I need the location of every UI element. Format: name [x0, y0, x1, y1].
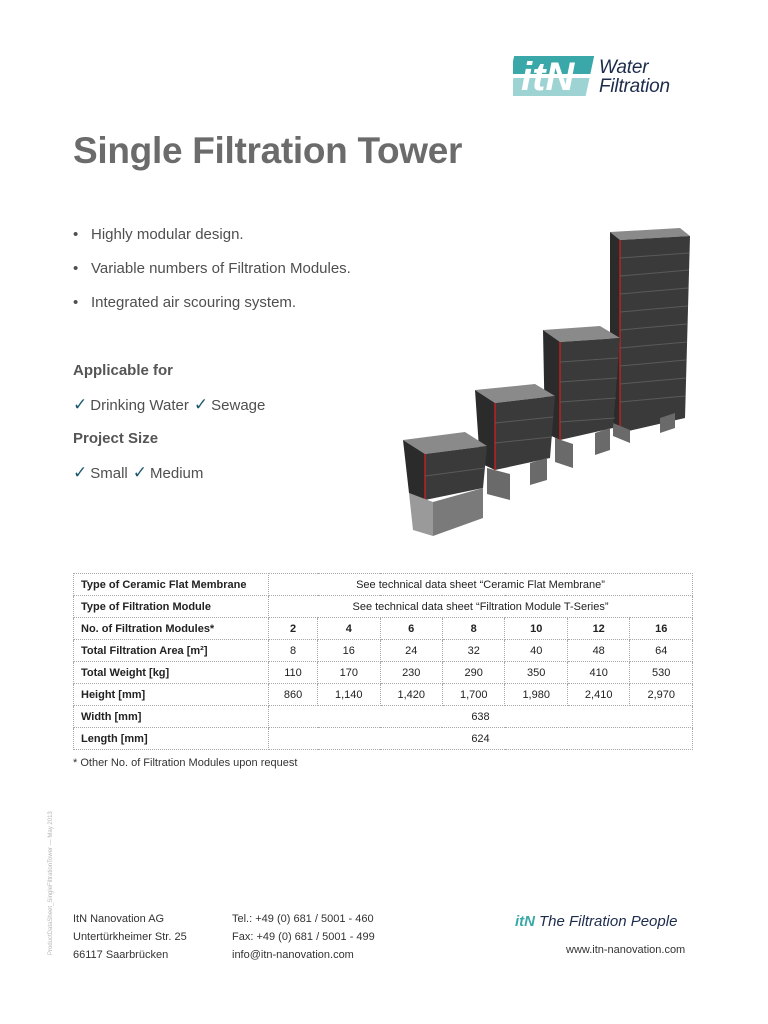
specification-table — [73, 573, 693, 750]
street: Untertürkheimer Str. 25 — [73, 931, 187, 943]
table-cell: 1,420 — [380, 684, 442, 706]
feature-item: • Highly modular design. — [73, 226, 351, 260]
company-logo — [513, 52, 698, 100]
table-row — [74, 596, 693, 618]
contact-info — [232, 910, 375, 964]
table-cell: 16 — [318, 640, 380, 662]
table-row — [74, 574, 693, 596]
feature-list — [73, 226, 351, 328]
table-row — [74, 662, 693, 684]
document-reference: ProductDataSheet_SingleFiltrationTower — May 2013 — [48, 811, 54, 955]
table-cell: 8 — [442, 618, 504, 640]
tower-16-modules — [610, 228, 690, 443]
itn-small-logo-icon: itN — [515, 913, 535, 930]
fax: Fax: +49 (0) 681 / 5001 - 499 — [232, 931, 375, 943]
table-cell: 410 — [567, 662, 629, 684]
applicable-item: ✓ Drinking Water — [73, 395, 189, 414]
company-name: ItN Nanovation AG — [73, 913, 165, 925]
company-address — [73, 910, 187, 964]
table-cell: 110 — [269, 662, 318, 684]
logo-line2: Filtration — [599, 76, 670, 97]
table-cell: 1,980 — [505, 684, 567, 706]
website-link[interactable]: www.itn-nanovation.com — [566, 944, 686, 956]
table-cell: 32 — [442, 640, 504, 662]
row-label: Length [mm] — [74, 728, 269, 750]
table-cell: 638 — [269, 706, 693, 728]
table-cell: 860 — [269, 684, 318, 706]
table-cell: 170 — [318, 662, 380, 684]
applicable-item: ✓ Sewage — [193, 395, 266, 414]
table-cell: 350 — [505, 662, 567, 684]
row-label: Total Filtration Area [m²] — [74, 640, 269, 662]
logo-line1: Water — [599, 57, 649, 78]
row-label: Type of Filtration Module — [74, 596, 269, 618]
table-cell: 8 — [269, 640, 318, 662]
check-icon: ✓ — [193, 395, 209, 414]
table-row — [74, 640, 693, 662]
row-label: No. of Filtration Modules* — [74, 618, 269, 640]
page-title: Single Filtration Tower — [73, 130, 463, 171]
check-icon: ✓ — [132, 463, 148, 482]
table-cell: 290 — [442, 662, 504, 684]
project-size-list — [73, 463, 205, 483]
tower-2-modules — [403, 432, 487, 536]
table-cell: 24 — [380, 640, 442, 662]
table-cell: 230 — [380, 662, 442, 684]
table-cell: 624 — [269, 728, 693, 750]
table-cell: 2,410 — [567, 684, 629, 706]
table-cell: See technical data sheet “Filtration Module T-Series” — [269, 596, 693, 618]
row-label: Type of Ceramic Flat Membrane — [74, 574, 269, 596]
table-cell: 1,700 — [442, 684, 504, 706]
feature-item: • Variable numbers of Filtration Modules. — [73, 260, 351, 294]
logo-wordmark — [599, 58, 670, 96]
table-cell: 16 — [630, 618, 693, 640]
applicable-heading: Applicable for — [73, 362, 174, 379]
table-cell: 48 — [567, 640, 629, 662]
table-cell: 2,970 — [630, 684, 693, 706]
table-cell: 530 — [630, 662, 693, 684]
phone: Tel.: +49 (0) 681 / 5001 - 460 — [232, 913, 374, 925]
row-label: Width [mm] — [74, 706, 269, 728]
table-cell: 64 — [630, 640, 693, 662]
table-cell: 10 — [505, 618, 567, 640]
check-icon: ✓ — [73, 463, 88, 482]
project-size-item: ✓ Medium — [132, 463, 204, 482]
project-size-item: ✓ Small — [73, 463, 128, 482]
email-link[interactable]: info@itn-nanovation.com — [232, 949, 354, 961]
table-cell: 12 — [567, 618, 629, 640]
slogan — [515, 913, 677, 930]
project-size-heading: Project Size — [73, 430, 159, 447]
table-cell: 6 — [380, 618, 442, 640]
city: 66117 Saarbrücken — [73, 949, 169, 961]
table-cell: 40 — [505, 640, 567, 662]
table-cell: See technical data sheet “Ceramic Flat Membrane” — [269, 574, 693, 596]
tower-4-modules — [475, 384, 555, 500]
row-label: Total Weight [kg] — [74, 662, 269, 684]
table-cell: 1,140 — [318, 684, 380, 706]
table-row — [74, 706, 693, 728]
feature-item: • Integrated air scouring system. — [73, 294, 351, 328]
table-row — [74, 618, 693, 640]
table-row — [74, 684, 693, 706]
applicable-list — [73, 395, 267, 415]
table-footnote: * Other No. of Filtration Modules upon request — [73, 757, 298, 769]
table-cell: 4 — [318, 618, 380, 640]
filtration-tower-illustration — [395, 218, 705, 543]
table-row — [74, 728, 693, 750]
svg-text:itN: itN — [521, 55, 575, 99]
table-cell: 2 — [269, 618, 318, 640]
row-label: Height [mm] — [74, 684, 269, 706]
itn-logo-icon — [513, 52, 599, 100]
check-icon: ✓ — [73, 395, 88, 414]
slogan-text: The Filtration People — [539, 913, 678, 930]
